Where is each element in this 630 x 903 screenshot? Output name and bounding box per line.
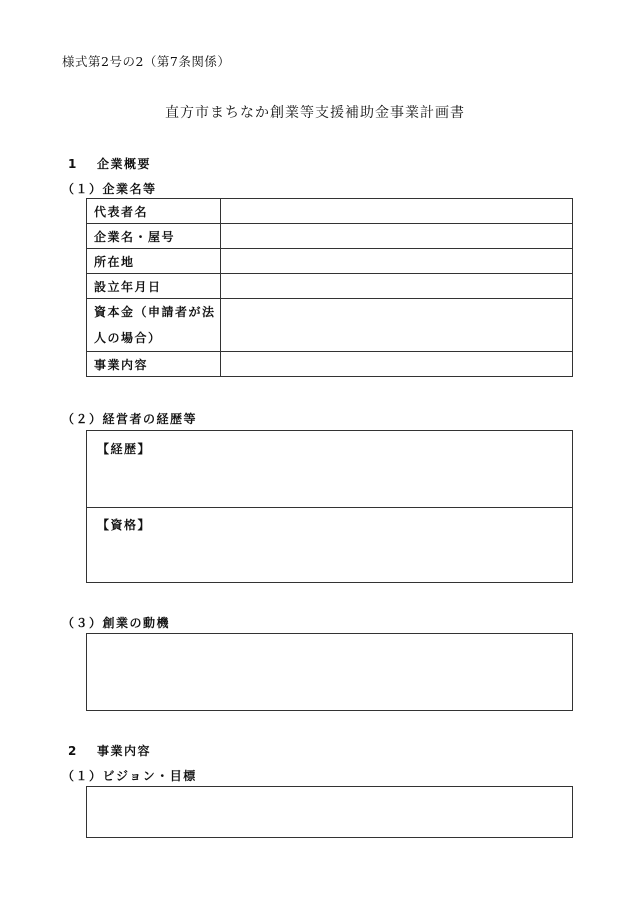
section-1-1-heading: （１）企業名等 [62, 182, 157, 196]
qualification-label: 【資格】 [97, 518, 152, 532]
company-info-table [86, 198, 573, 377]
established-date-label: 設立年月日 [87, 274, 221, 299]
company-name-label: 企業名・屋号 [87, 224, 221, 249]
section-1-2-heading: （２）経営者の経歴等 [62, 412, 198, 426]
table-row [87, 199, 573, 224]
form-number: 様式第2号の2（第7条関係） [62, 54, 231, 69]
address-field[interactable] [221, 249, 573, 274]
capital-field[interactable] [221, 299, 573, 352]
company-name-field[interactable] [221, 224, 573, 249]
business-content-field[interactable] [221, 352, 573, 377]
representative-label: 代表者名 [87, 199, 221, 224]
section-1-3-heading: （３）創業の動機 [62, 616, 171, 630]
capital-label-line1: 資本金（申請者が法 [94, 305, 216, 319]
address-label: 所在地 [87, 249, 221, 274]
career-history-label: 【経歴】 [97, 442, 152, 456]
table-row [87, 352, 573, 377]
table-row [87, 274, 573, 299]
capital-label-line2: 人の場合） [94, 331, 162, 345]
established-date-field[interactable] [221, 274, 573, 299]
document-title: 直方市まちなか創業等支援補助金事業計画書 [165, 105, 465, 121]
section-2-heading: 2 事業内容 [68, 744, 152, 758]
business-content-label: 事業内容 [87, 352, 221, 377]
vision-box[interactable] [86, 786, 573, 838]
section-1-heading: 1 企業概要 [68, 157, 152, 171]
motive-box[interactable] [86, 633, 573, 711]
table-row [87, 299, 573, 352]
table-row [87, 249, 573, 274]
table-row [87, 224, 573, 249]
career-divider [87, 507, 572, 508]
career-box[interactable] [86, 430, 573, 583]
representative-field[interactable] [221, 199, 573, 224]
section-2-1-heading: （１）ビジョン・目標 [62, 769, 197, 783]
capital-label [87, 299, 221, 352]
